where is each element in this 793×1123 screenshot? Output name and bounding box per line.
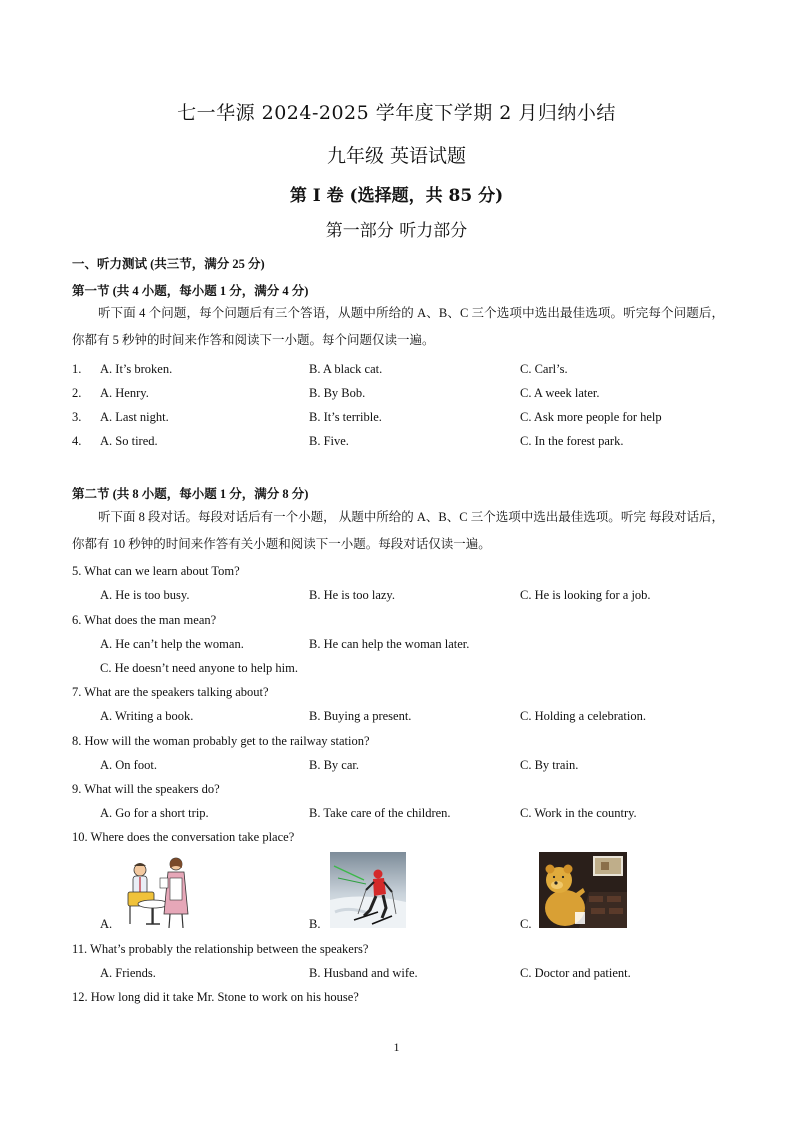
option-a: A. On foot. (100, 758, 157, 772)
skiing-picture (330, 852, 406, 928)
subsection2-heading: 第二节 (共 8 小题，每小题 1 分，满分 8 分) (72, 487, 309, 501)
part-heading: 第一部分 听力部分 (325, 221, 468, 241)
option-c: C. Doctor and patient. (520, 966, 631, 980)
option-c: C. A week later. (520, 386, 600, 400)
option-b: B. (309, 917, 321, 931)
question-stem: 7. What are the speakers talking about? (72, 685, 269, 699)
option-a: A. It’s broken. (100, 362, 173, 376)
question-stem: 8. How will the woman probably get to the railway station? (72, 734, 370, 748)
question-row (72, 362, 732, 380)
section-heading: 一、听力测试 (共三节，满分 25 分) (72, 257, 265, 271)
option-c: C. Ask more people for help (520, 410, 662, 424)
option-a: A. Go for a short trip. (100, 806, 209, 820)
question-row (72, 410, 732, 428)
option-a: A. Henry. (100, 386, 149, 400)
option-a: A. Friends. (100, 966, 156, 980)
option-a: A. He can’t help the woman. (100, 637, 244, 651)
subsection1-instructions: 听下面 4 个问题，每个问题后有三个答语，从题中所给的 A、B、C 三个选项中选出最佳选项。听完每个问题后，你都有 5 秒钟的时间来作答和阅读下一小题。每个问题仅读一遍。 (72, 306, 724, 347)
page-number: 1 (393, 1040, 400, 1054)
option-c: C. (520, 917, 532, 931)
question-row (72, 434, 732, 452)
question-stem: 5. What can we learn about Tom? (72, 564, 240, 578)
option-b: B. He can help the woman later. (309, 637, 470, 651)
question-stem: 11. What’s probably the relationship between the speakers? (72, 942, 369, 956)
cinema-picture (539, 852, 627, 928)
option-b: B. It’s terrible. (309, 410, 382, 424)
option-c: C. By train. (520, 758, 579, 772)
option-a: A. Last night. (100, 410, 169, 424)
option-b: B. By Bob. (309, 386, 366, 400)
question-number: 4. (72, 434, 82, 448)
option-b: B. Husband and wife. (309, 966, 418, 980)
question-number: 2. (72, 386, 82, 400)
exam-title: 七一华源 2024-2025 学年度下学期 2 月归纳小结 (177, 102, 616, 124)
option-c: C. Carl’s. (520, 362, 568, 376)
option-b: B. Buying a present. (309, 709, 412, 723)
subsection1-heading: 第一节 (共 4 小题，每小题 1 分，满分 4 分) (72, 284, 309, 298)
option-a: A. (100, 917, 113, 931)
option-b: B. Five. (309, 434, 349, 448)
option-c: C. He doesn’t need anyone to help him. (100, 661, 298, 675)
question-stem: 6. What does the man mean? (72, 613, 217, 627)
question-stem: 12. How long did it take Mr. Stone to work on his house? (72, 990, 359, 1004)
volume-heading: 第 I 卷 (选择题，共 85 分) (289, 186, 504, 206)
option-c: C. Work in the country. (520, 806, 637, 820)
option-a: A. Writing a book. (100, 709, 194, 723)
option-b: B. A black cat. (309, 362, 383, 376)
option-b: B. He is too lazy. (309, 588, 395, 602)
question-number: 3. (72, 410, 82, 424)
question-number: 1. (72, 362, 82, 376)
option-a: A. He is too busy. (100, 588, 190, 602)
exam-subtitle: 九年级 英语试题 (326, 145, 467, 167)
option-c: C. In the forest park. (520, 434, 624, 448)
option-b: B. Take care of the children. (309, 806, 451, 820)
option-c: C. Holding a celebration. (520, 709, 647, 723)
option-c: C. He is looking for a job. (520, 588, 651, 602)
question-row (72, 386, 732, 404)
restaurant-picture (118, 852, 198, 930)
option-a: A. So tired. (100, 434, 158, 448)
subsection2-instructions: 听下面 8 段对话。每段对话后有一个小题， 从题中所给的 A、B、C 三个选项中选出最佳选项。听完 每段对话后，你都有 10 秒钟的时间来作答有关小题和阅读下一小题。每段对话仅读一遍。 (72, 510, 724, 551)
question-stem: 9. What will the speakers do? (72, 782, 220, 796)
question-stem: 10. Where does the conversation take place? (72, 830, 295, 844)
option-b: B. By car. (309, 758, 359, 772)
